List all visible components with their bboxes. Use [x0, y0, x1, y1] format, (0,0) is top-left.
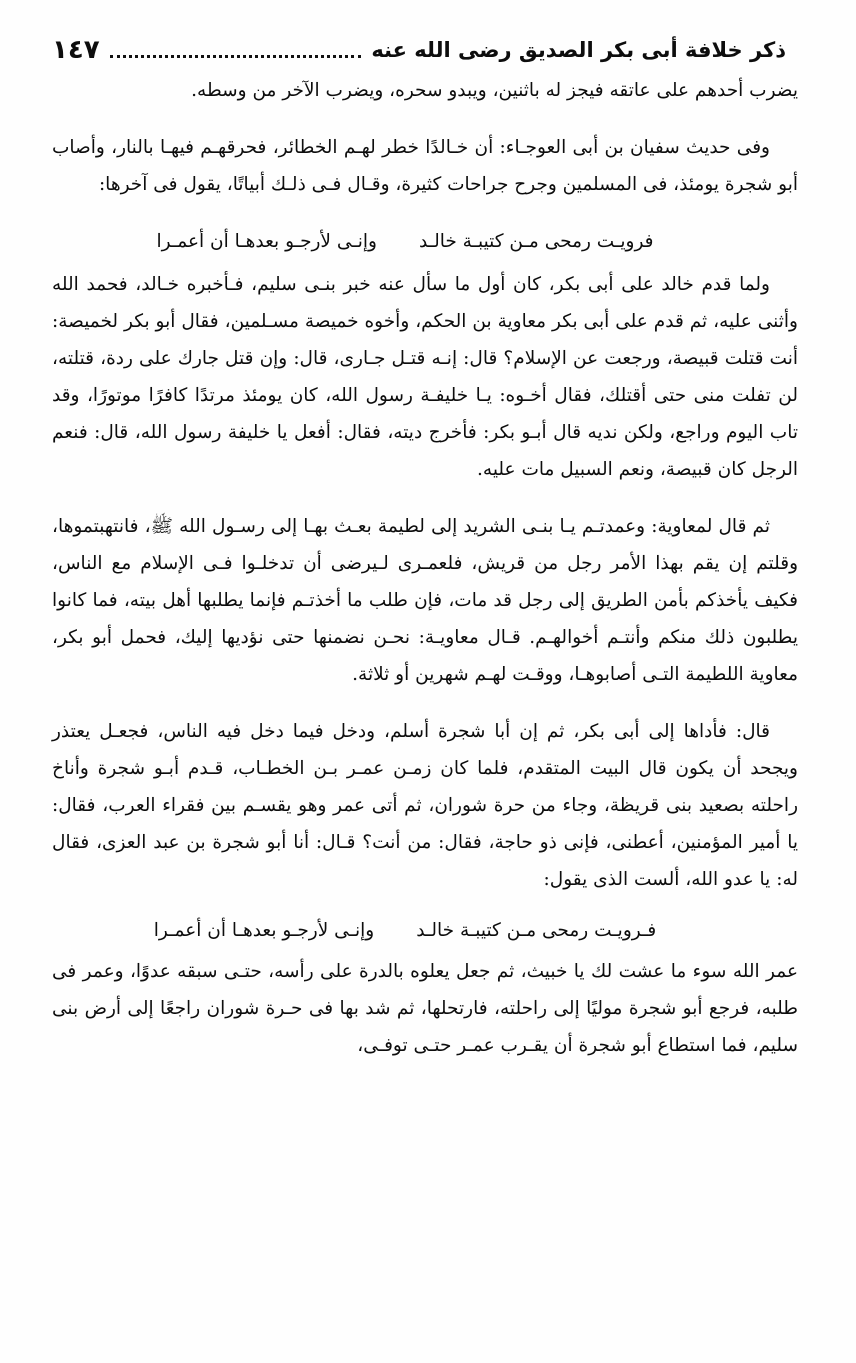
verse-first-hemistich: فرويـت رمحى مـن كتيبـة خالـد	[418, 231, 654, 252]
verse-line	[52, 223, 798, 260]
verse-first-hemistich: فـرويـت رمحى مـن كتيبـة خالـد	[416, 920, 657, 941]
verse-line	[52, 912, 798, 949]
verse-second-hemistich: وإنـى لأرجـو بعدهـا أن أعمـرا	[156, 231, 377, 252]
header-dot-leader	[110, 55, 362, 58]
paragraph: ولما قدم خالد على أبى بكر، كان أول ما سأل عنه خبر بنـى سليم، فـأخبره خـالد، فحمد الله وأثنى عليه، ثم قدم على أبى بكر معاوية بن الحكم، وأخوه خميصة مسـلمين، فقال أبو بكر لخميصة: أنت قتلت قبيصة، ورجعت عن الإسلام؟ قال: إنـه قتـل جـارى، قال: وإن قتل جارك على ردة، قتلته، لن تفلت منى حتى أقتلك، فقال أخـوه: يـا خليفـة رسول الله، كان يومئذ مرتدًا كافرًا موتورًا، وقد تاب اليوم وراجع، ولكن نديه قال أبـو بكر: فأخرج ديته، فقال: أفعل يا خليفة رسول الله، قال: فنعم الرجل كان قبيصة، ونعم السبيل مات عليه.	[52, 274, 798, 480]
paragraph: يضرب أحدهم على عاتقه فيجز له باثنين، ويبدو سحره، ويضرب الآخر من وسطه.	[191, 80, 798, 101]
chapter-title: ذكر خلافة أبى بكر الصديق رضى الله عنه	[371, 38, 786, 62]
paragraph: قال: فأداها إلى أبى بكر، ثم إن أبا شجرة أسلم، ودخل فيما دخل فيه الناس، فجعـل يعتذر ويجحد أن يكون قال البيت المتقدم، فلما كان زمـن عمـر بـن الخطـاب، قـدم أبـو شجرة وأناخ راحلته بصعيد بنى قريظة، وجاء من حرة شوران، ثم أتى عمر وهو يقسـم بين فقراء العرب، فقال: يا أمير المؤمنين، أعطنى، فإنى ذو حاجة، فقال: من أنت؟ قـال: أنا أبو شجرة بن عبد العزى، فقال له: يا عدو الله، ألست الذى يقول:	[52, 721, 798, 890]
paragraph: عمر الله سوء ما عشت لك يا خبيث، ثم جعل يعلوه بالدرة على رأسه، حتـى سبقه عدوًا، وعمر فى طلبه، فرجع أبو شجرة موليًا إلى راحلته، فارتحلها، ثم شد بها فى حـرة شوران راجعًا إلى أرض بنى سليم، فما استطاع أبو شجرة أن يقـرب عمـر حتـى توفـى،	[52, 961, 798, 1056]
page-number: ١٤٧	[52, 35, 100, 65]
paragraph: ثم قال لمعاوية: وعمدتـم يـا بنـى الشريد إلى لطيمة بعـث بهـا إلى رسـول الله ﷺ، فانتهبتموها، وقلتم إن يقم بهذا الأمر رجل من قريش، فلعمـرى لـيرضى أن تدخلـوا فـى الإسلام مع الناس، فكيف يأخذكم بأمن الطريق إلى رجل قد مات، فإن طلب ما أخذتـم فإنما يطلبها أهل بيته، فما كانوا يطلبون ذلك منكم وأنتـم أخوالهـم. قـال معاويـة: نحـن نضمنها حتى نؤديها إليك، فحمل أبو بكر، معاوية اللطيمة التـى أصابوهـا، ووقـت لهـم شهرين أو ثلاثة.	[52, 516, 798, 685]
verse-second-hemistich: وإنـى لأرجـو بعدهـا أن أعمـرا	[153, 920, 375, 941]
page-body	[52, 72, 798, 1064]
running-header	[52, 30, 786, 70]
paragraph: وفى حديث سفيان بن أبى العوجـاء: أن خـالدًا خطر لهـم الخطائر، فحرقهـم فيهـا بالنار، وأصاب أبو شجرة يومئذ، فى المسلمين وجرح جراحات كثيرة، وقـال فـى ذلـك أبياتًا، يقول فى آخرها:	[52, 137, 798, 195]
